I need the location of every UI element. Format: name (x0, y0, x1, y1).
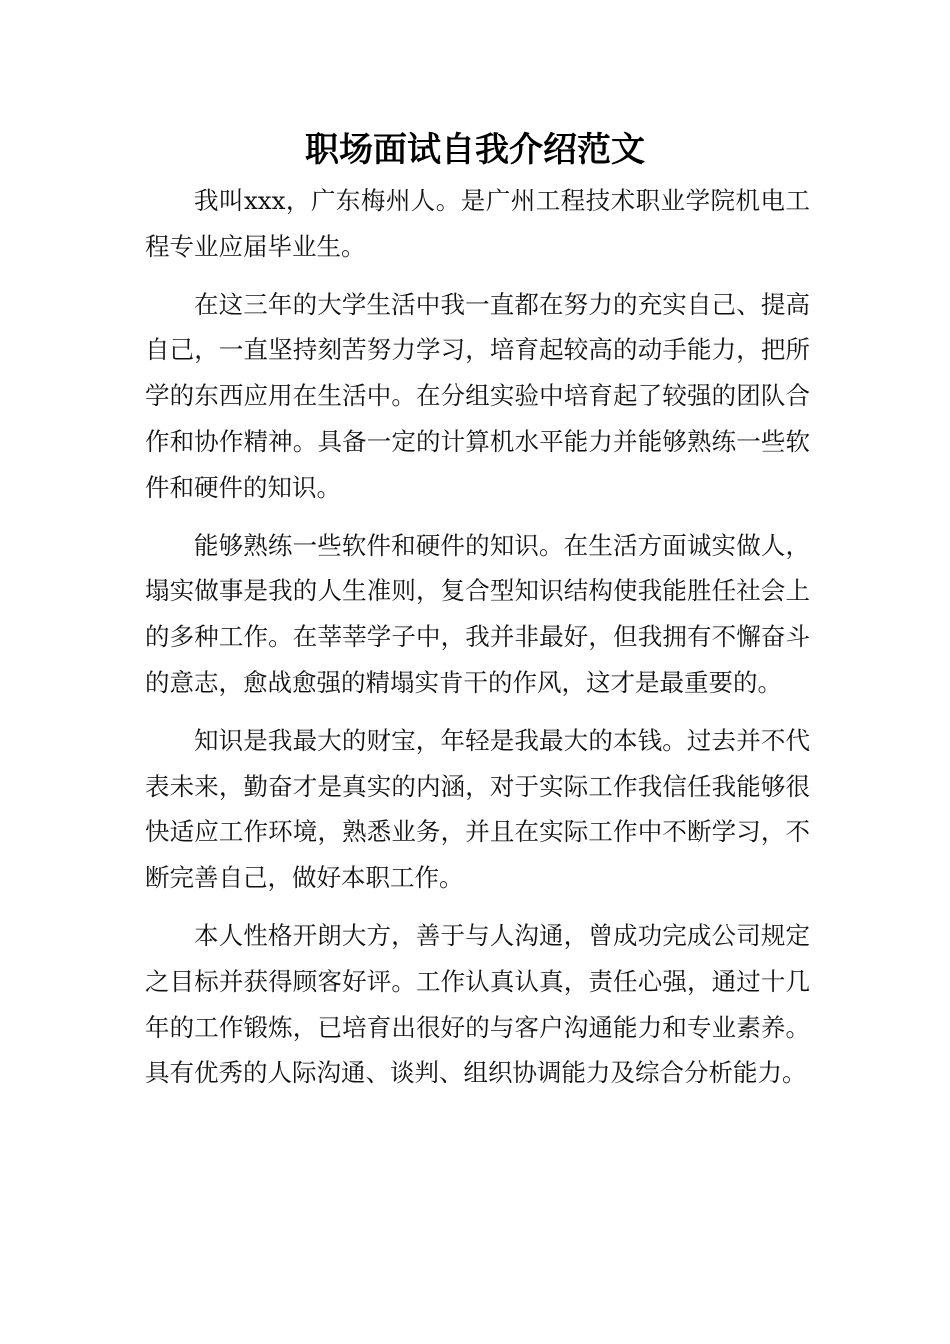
document-body (145, 178, 810, 1096)
paragraph-knowledge: 知识是我最大的财宝，年轻是我最大的本钱。过去并不代表未来，勤奋才是真实的内涵，对于实际工作我信任我能够很快适应工作环境，熟悉业务，并且在实际工作中不断学习，不断完善自己，做好本职工作。 (145, 725, 810, 893)
paragraph-intro: 我叫xxx，广东梅州人。是广州工程技术职业学院机电工程专业应届毕业生。 (145, 186, 810, 261)
document-title: 职场面试自我介绍范文 (305, 130, 645, 170)
paragraph-college-life: 在这三年的大学生活中我一直都在努力的充实自己、提高自己，一直坚持刻苦努力学习，培育起较高的动手能力，把所学的东西应用在生活中。在分组实验中培育起了较强的团队合作和协作精神。具备一定的计算机水平能力并能够熟练一些软件和硬件的知识。 (145, 289, 810, 502)
paragraph-personality: 本人性格开朗大方，善于与人沟通，曾成功完成公司规定之目标并获得顾客好评。工作认真认真，责任心强，通过十几年的工作锻炼，已培育出很好的与客户沟通能力和专业素养。具有优秀的人际沟通、谈判、组织协调能力及综合分析能力。 (145, 920, 810, 1088)
paragraph-character: 能够熟练一些软件和硬件的知识。在生活方面诚实做人，塌实做事是我的人生准则，复合型知识结构使我能胜任社会上的多种工作。在莘莘学子中，我并非最好，但我拥有不懈奋斗的意志，愈战愈强的精塌实肯干的作风，这才是最重要的。 (145, 530, 810, 697)
